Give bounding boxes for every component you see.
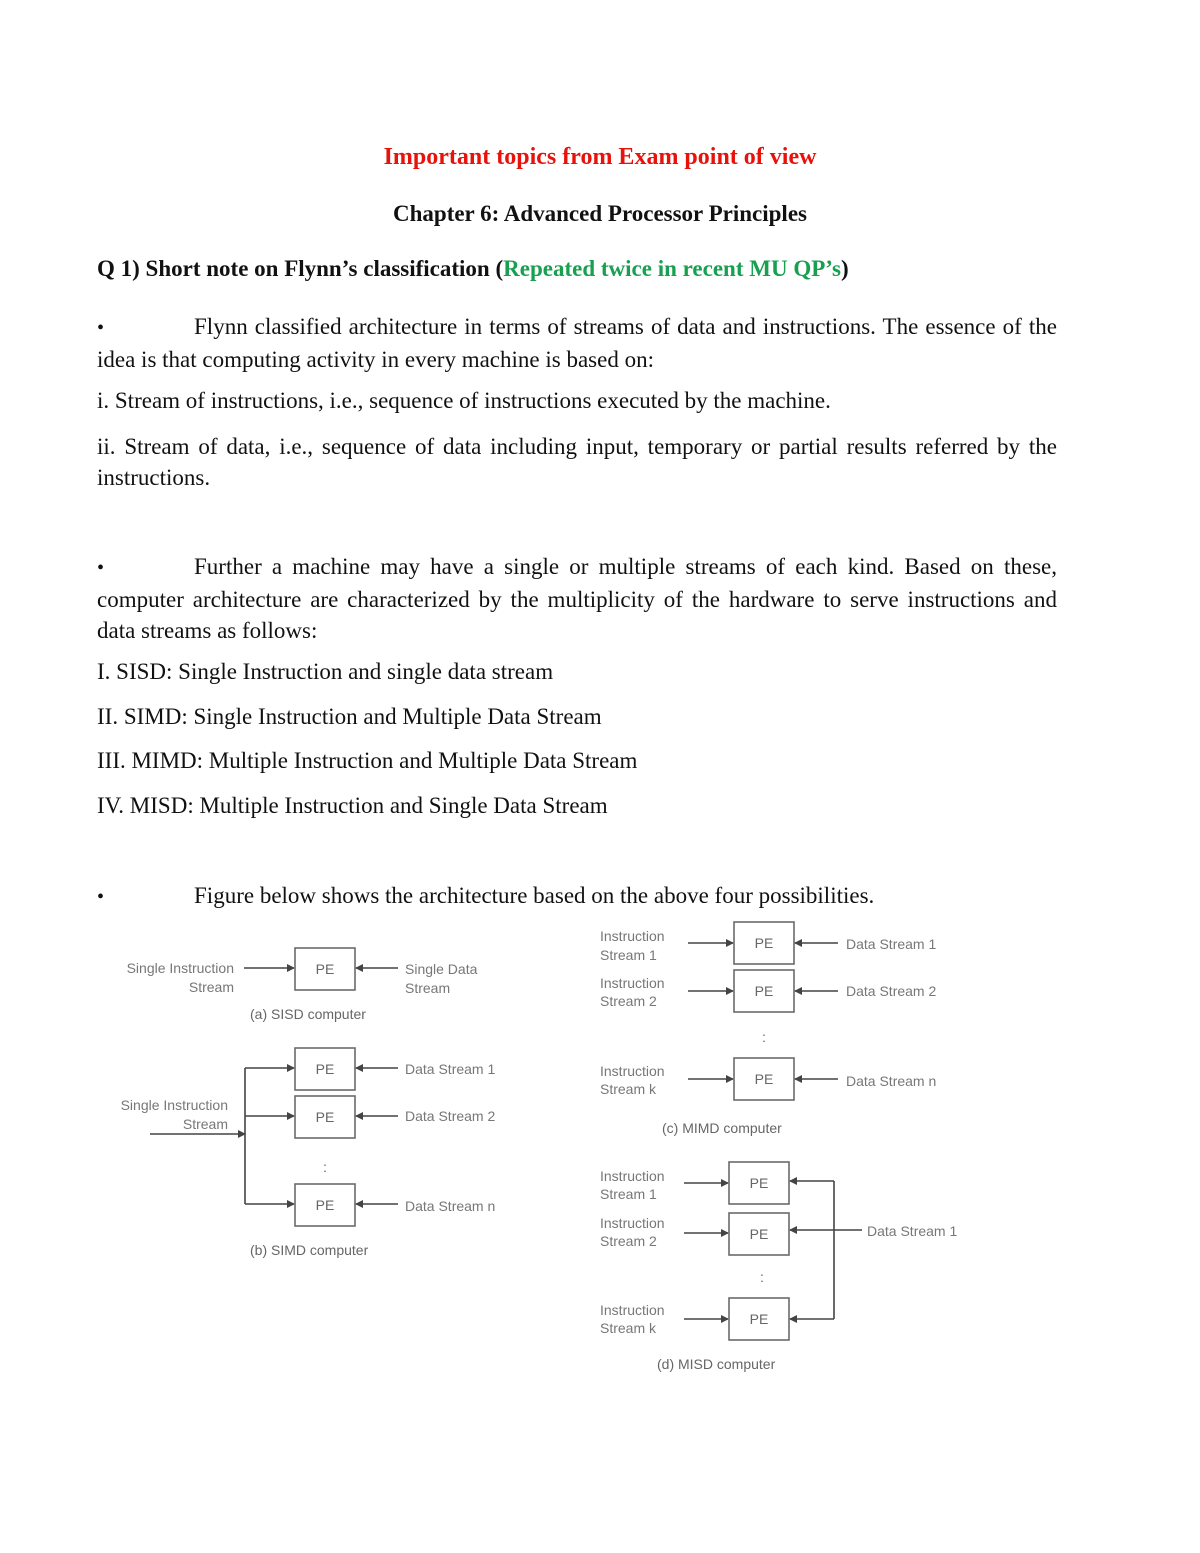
simd-pe-label-1: PE [315, 1061, 335, 1077]
list-item: i. Stream of instructions, i.e., sequence of instructions executed by the machine. [97, 388, 831, 413]
bullet-1-text: Flynn classified architecture in terms of streams of data and instructions. The essence of the idea is that computing activity in every machine is based on: [97, 314, 1057, 372]
misd-diagram [600, 1162, 957, 1372]
bullet-icon: • [97, 557, 105, 579]
mimd-pe-label-1: PE [754, 935, 774, 951]
bullet-icon: • [97, 886, 105, 908]
misd-caption: (d) MISD computer [657, 1356, 776, 1372]
mimd-diagram [600, 922, 936, 1136]
simd-pe-label-n: PE [315, 1197, 335, 1213]
misd-ellipsis: : [760, 1269, 764, 1285]
misd-instr-label-2a: Instruction [600, 1215, 665, 1231]
simd-input-label-1: Single Instruction [120, 1097, 228, 1113]
mimd-instr-label-1b: Stream 1 [600, 947, 657, 963]
simd-data-label-n: Data Stream n [405, 1198, 496, 1214]
mimd-instr-label-2b: Stream 2 [600, 993, 657, 1009]
mimd-data-label-1: Data Stream 1 [846, 936, 937, 952]
mimd-instr-label-ka: Instruction [600, 1063, 665, 1079]
class-item-simd: II. SIMD: Single Instruction and Multiple Data Stream [97, 704, 602, 729]
sisd-diagram [127, 948, 478, 1022]
simd-input-label-2: Stream [182, 1116, 228, 1132]
simd-data-label-1: Data Stream 1 [405, 1061, 496, 1077]
mimd-data-label-n: Data Stream n [846, 1073, 937, 1089]
misd-instr-label-2b: Stream 2 [600, 1233, 657, 1249]
class-item-sisd: I. SISD: Single Instruction and single data stream [97, 659, 554, 684]
class-item-mimd: III. MIMD: Multiple Instruction and Multiple Data Stream [97, 748, 638, 773]
sisd-input-label-2: Stream [188, 979, 234, 995]
misd-pe-label-1: PE [749, 1175, 769, 1191]
mimd-ellipsis: : [762, 1029, 766, 1045]
chapter-title: Chapter 6: Advanced Processor Principles [393, 201, 807, 226]
question-prefix: Q 1) Short note on Flynn’s classification ( [97, 256, 504, 281]
page-heading: Important topics from Exam point of view [383, 144, 817, 170]
bullet-3-text: Figure below shows the architecture based on the above four possibilities. [194, 883, 875, 908]
simd-ellipsis: : [323, 1159, 327, 1175]
mimd-pe-label-k: PE [754, 1071, 774, 1087]
simd-data-label-2: Data Stream 2 [405, 1108, 496, 1124]
misd-instr-label-kb: Stream k [600, 1320, 657, 1336]
list-item: ii. Stream of data, i.e., sequence of data including input, temporary or partial results referred by the instructions. [97, 434, 1057, 490]
misd-instr-label-1a: Instruction [600, 1168, 665, 1184]
misd-pe-label-2: PE [749, 1226, 769, 1242]
sisd-pe-label: PE [315, 961, 335, 977]
simd-pe-label-2: PE [315, 1109, 335, 1125]
mimd-instr-label-kb: Stream k [600, 1081, 657, 1097]
sisd-caption: (a) SISD computer [250, 1006, 366, 1022]
misd-instr-label-1b: Stream 1 [600, 1186, 657, 1202]
bullet-icon: • [97, 317, 105, 339]
misd-data-label: Data Stream 1 [867, 1223, 958, 1239]
mimd-instr-label-2a: Instruction [600, 975, 665, 991]
simd-caption: (b) SIMD computer [250, 1242, 369, 1258]
mimd-data-label-2: Data Stream 2 [846, 983, 937, 999]
misd-pe-label-k: PE [749, 1311, 769, 1327]
mimd-pe-label-2: PE [754, 983, 774, 999]
mimd-instr-label-1a: Instruction [600, 928, 665, 944]
question-highlight: Repeated twice in recent MU QP’s [503, 256, 842, 281]
mimd-caption: (c) MIMD computer [662, 1120, 782, 1136]
bullet-2-text: Further a machine may have a single or multiple streams of each kind. Based on these, computer architecture are characterized by the multiplicity of the hardware to serve instructions and data streams as follows: [97, 554, 1057, 643]
simd-diagram [121, 1048, 496, 1258]
sisd-data-label-1: Single Data [405, 961, 478, 977]
question-suffix: ) [841, 256, 849, 281]
sisd-input-label-1: Single Instruction [126, 960, 234, 976]
sisd-data-label-2: Stream [405, 980, 451, 996]
class-item-misd: IV. MISD: Multiple Instruction and Single Data Stream [97, 793, 608, 818]
misd-instr-label-ka: Instruction [600, 1302, 665, 1318]
